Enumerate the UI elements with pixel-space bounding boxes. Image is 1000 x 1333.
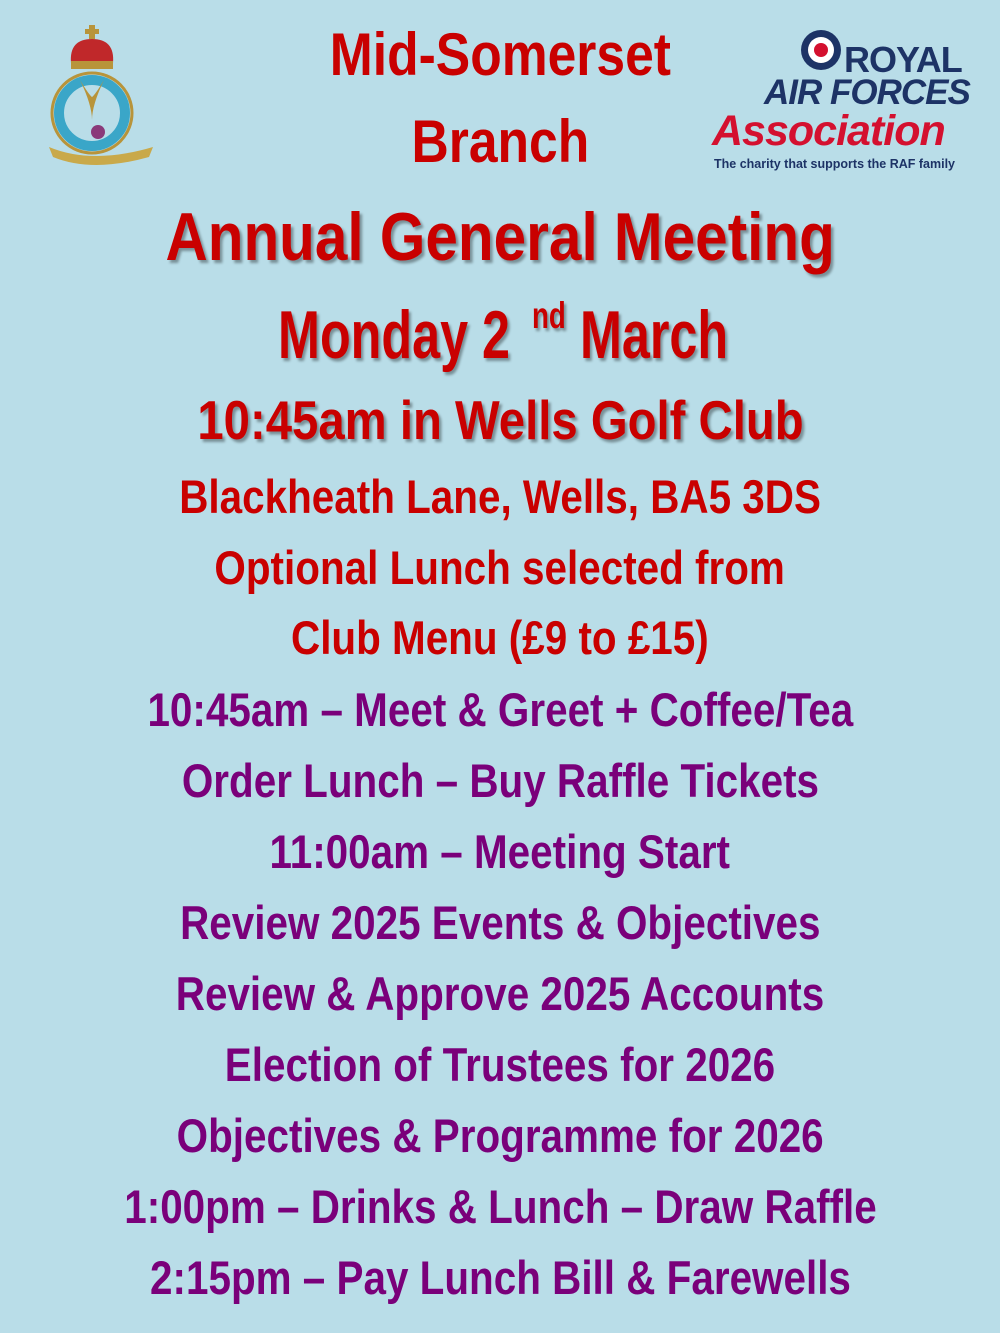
lunch-info-line2: Club Menu (£9 to £15) <box>291 611 709 664</box>
agenda-item: Review & Approve 2025 Accounts <box>175 967 825 1020</box>
logo-association-text: Association <box>712 107 945 155</box>
event-date: Monday 2 ndMarch <box>278 294 729 373</box>
agenda-item: Election of Trustees for 2026 <box>224 1038 776 1091</box>
agenda-item: 11:00am – Meeting Start <box>269 825 731 878</box>
agenda-item: Review 2025 Events & Objectives <box>179 896 821 949</box>
agenda-item: Objectives & Programme for 2026 <box>176 1109 824 1162</box>
logo-royal-text: ROYAL <box>844 39 962 80</box>
lunch-info-line1: Optional Lunch selected from <box>214 541 786 594</box>
logo-air-forces-text: AIR FORCES <box>764 73 970 112</box>
event-address: Blackheath Lane, Wells, BA5 3DS <box>179 470 821 523</box>
agenda-item: 10:45am – Meet & Greet + Coffee/Tea <box>147 683 853 736</box>
logo-tagline: The charity that supports the RAF family <box>714 157 956 171</box>
event-time-venue: 10:45am in Wells Golf Club <box>196 389 804 451</box>
event-title: Annual General Meeting <box>165 199 835 275</box>
branch-title-line1: Mid-Somerset <box>329 21 671 88</box>
agenda-item: 1:00pm – Drinks & Lunch – Draw Raffle <box>123 1180 877 1233</box>
branch-title-line2: Branch <box>411 108 589 175</box>
agenda-item: Order Lunch – Buy Raffle Tickets <box>181 754 819 807</box>
agenda-item: 2:15pm – Pay Lunch Bill & Farewells <box>149 1251 851 1304</box>
